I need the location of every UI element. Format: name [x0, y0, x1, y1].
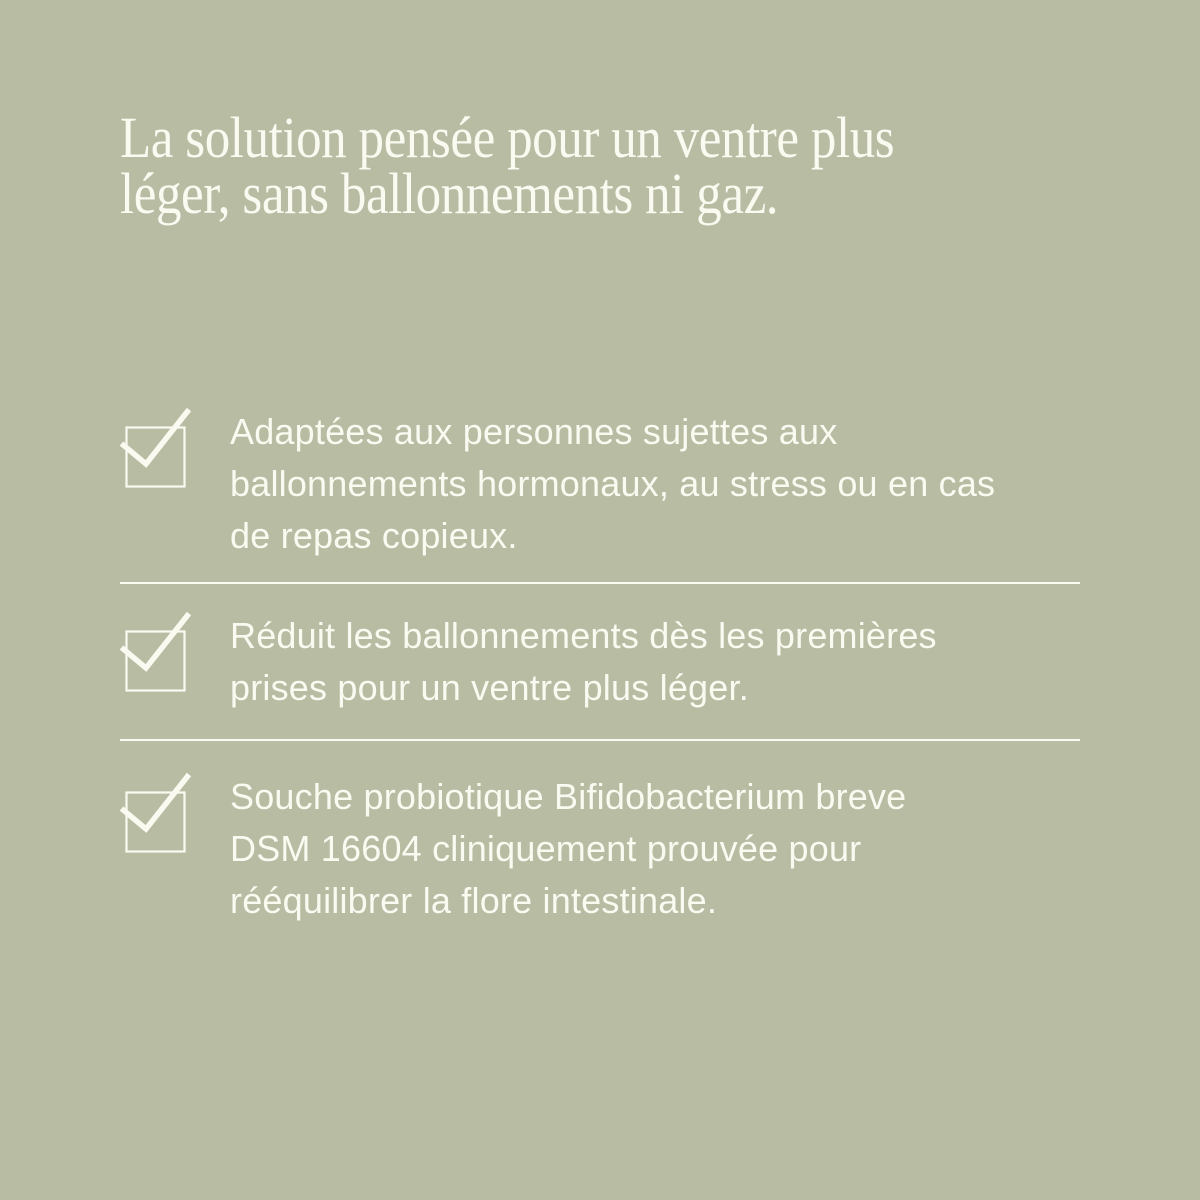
benefit-item-3: [120, 771, 1080, 927]
benefit-text-line: de repas copieux.: [230, 515, 518, 556]
benefit-text: [230, 406, 995, 562]
benefit-item-2: [120, 610, 1080, 714]
checkbox-checked-icon: [120, 610, 192, 694]
divider: [120, 582, 1080, 584]
checkbox-checked-icon: [120, 406, 192, 490]
benefit-text-line: ballonnements hormonaux, au stress ou en cas: [230, 463, 996, 504]
divider: [120, 739, 1080, 741]
headline: [120, 105, 1053, 226]
benefit-text-line: Souche probiotique Bifidobacterium breve: [230, 776, 907, 817]
benefit-text-line: prises pour un ventre plus léger.: [230, 667, 749, 708]
headline-line: léger, sans ballonnements ni gaz.: [120, 161, 779, 226]
benefit-text: [230, 610, 937, 714]
headline-line: La solution pensée pour un ventre plus: [120, 105, 895, 170]
checkbox-checked-icon: [120, 771, 192, 855]
benefit-text-line: DSM 16604 cliniquement prouvée pour: [230, 828, 862, 869]
benefit-text-line: Réduit les ballonnements dès les premières: [230, 615, 937, 656]
benefit-item-1: [120, 406, 1080, 562]
benefit-text: [230, 771, 906, 927]
benefit-text-line: Adaptées aux personnes sujettes aux: [230, 411, 838, 452]
benefit-text-line: rééquilibrer la flore intestinale.: [230, 880, 718, 921]
